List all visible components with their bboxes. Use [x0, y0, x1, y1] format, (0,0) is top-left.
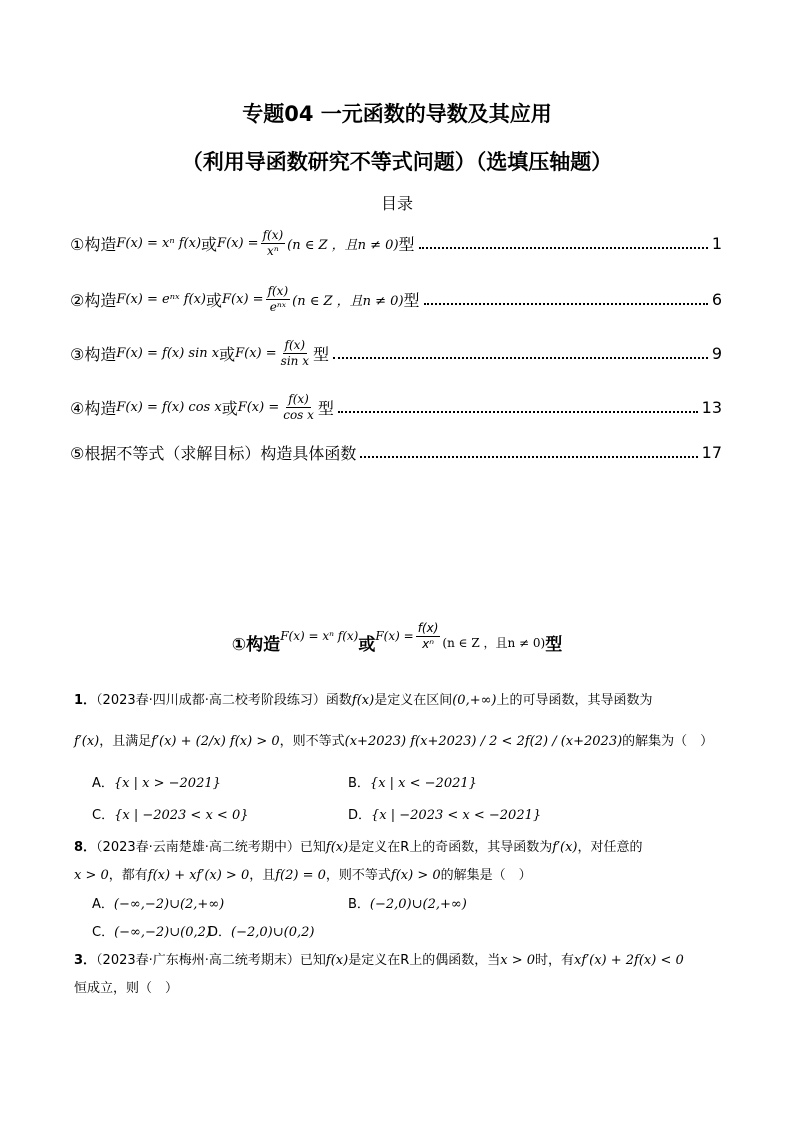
- toc-item-label: ②构造: [70, 290, 117, 310]
- toc-item[interactable]: [70, 434, 722, 470]
- section-formula-1: F(x) = xⁿ f(x): [280, 629, 359, 643]
- toc-item[interactable]: [70, 335, 722, 371]
- section-frac-num: f(x): [417, 620, 439, 635]
- question-8-line-2: [74, 864, 532, 883]
- section-or: 或: [358, 634, 376, 655]
- q-math: x > 0: [500, 953, 536, 968]
- option-value: (−∞,−2)∪(2,+∞): [113, 897, 225, 912]
- page-title: 专题04 一元函数的导数及其应用: [242, 102, 552, 126]
- toc-frac-den: cos x: [283, 407, 314, 422]
- question-source: （2023春·云南楚雄·高二统考期中）: [96, 840, 300, 855]
- toc-frac-den: sin x: [280, 353, 309, 368]
- section-heading: [0, 622, 794, 662]
- toc-item[interactable]: [70, 225, 722, 261]
- option-value: (−∞,−2)∪(0,2): [114, 925, 211, 940]
- section-lead: ①构造: [231, 634, 281, 655]
- q-text: ，则不等式: [279, 734, 345, 749]
- toc-frac-den: eⁿˣ: [269, 299, 286, 314]
- toc-page-number: 9: [711, 343, 722, 363]
- q-math: f(2) = 0: [275, 868, 326, 883]
- toc-formula-2-lhs: F(x) =: [222, 291, 264, 307]
- q-text: ，且满足: [99, 734, 152, 749]
- toc-tail: 型: [398, 234, 415, 254]
- toc-page-number: 6: [711, 289, 722, 309]
- option-label: A．: [92, 776, 114, 791]
- toc-frac-den: xⁿ: [267, 243, 279, 258]
- q-text: ，都有: [108, 868, 148, 883]
- section-formula-2-lhs: F(x) =: [375, 629, 414, 643]
- toc-page-number: 13: [701, 397, 722, 417]
- q-math: f(x) > 0: [390, 868, 441, 883]
- q-math: f(x): [325, 840, 349, 855]
- option-b[interactable]: [348, 893, 467, 912]
- toc-frac-num: f(x): [284, 337, 306, 352]
- q-math: (x+2023) f(x+2023) / 2 < 2f(2) / (x+2023): [344, 734, 623, 749]
- option-label: A．: [92, 897, 114, 912]
- q-math: f′(x) + (2/x) f(x) > 0: [151, 734, 280, 749]
- toc-frac-num: f(x): [288, 391, 309, 406]
- toc-or: 或: [219, 344, 236, 364]
- option-label: B．: [348, 897, 370, 912]
- toc-formula-1: F(x) = xⁿ f(x): [116, 235, 202, 251]
- q-math: xf′(x) + 2f(x) < 0: [574, 953, 684, 968]
- question-source: （2023春·四川成都·高二校考阶段练习）: [96, 693, 326, 708]
- q-text: 时，有: [535, 953, 575, 968]
- q-text: 是定义在R上的偶函数，当: [348, 953, 501, 968]
- toc-item-label: ③构造: [70, 344, 117, 364]
- option-value: {x | −2023 < x < 0}: [114, 808, 249, 823]
- toc-leader-dots: [424, 302, 708, 305]
- section-formula-2-frac: [416, 621, 441, 652]
- question-source: （2023春·广东梅州·高二统考期末）: [96, 953, 300, 968]
- toc-formula-2-frac: [281, 392, 316, 423]
- q-text: 是定义在区间: [374, 693, 453, 708]
- toc-item-label: ④构造: [70, 398, 117, 418]
- option-b[interactable]: [348, 772, 477, 791]
- toc-tail: 型: [403, 290, 420, 310]
- toc-heading: 目录: [380, 194, 413, 213]
- option-label: C．: [92, 925, 115, 940]
- q-text: ，且: [249, 868, 276, 883]
- toc-condition: (n ∈ Z ，且n ≠ 0): [292, 293, 404, 309]
- toc-item[interactable]: [70, 281, 722, 317]
- question-1-line-1: [74, 689, 653, 708]
- section-tail: 型: [545, 634, 563, 655]
- q-math: f(x): [351, 693, 375, 708]
- q-math: f′(x): [74, 734, 100, 749]
- toc-leader-dots: [419, 246, 708, 249]
- section-condition: (n ∈ Z ，且n ≠ 0): [442, 635, 546, 650]
- section-frac-den: xⁿ: [422, 636, 434, 651]
- toc-item[interactable]: [70, 389, 722, 425]
- toc-condition: (n ∈ Z ，且n ≠ 0): [287, 237, 399, 253]
- q-text: 的解集为（ ）: [622, 734, 714, 749]
- toc-formula-2-lhs: F(x) =: [235, 345, 277, 361]
- option-label: B．: [348, 776, 370, 791]
- option-label: D．: [348, 808, 372, 823]
- question-number: 1．: [74, 693, 97, 708]
- q-text: ，则不等式: [325, 868, 391, 883]
- option-value: (−2,0)∪(2,+∞): [369, 897, 467, 912]
- q-text: 函数: [325, 693, 352, 708]
- option-d[interactable]: [208, 921, 314, 940]
- toc-tail: 型: [312, 344, 329, 364]
- toc-tail: 型: [317, 398, 334, 418]
- toc-formula-1: F(x) = f(x) cos x: [116, 399, 222, 415]
- toc-formula-2-frac: [279, 338, 311, 369]
- question-3-line-1: [74, 949, 684, 968]
- option-a[interactable]: [92, 893, 224, 912]
- page-subtitle: （利用导函数研究不等式问题）（选填压轴题）: [181, 150, 613, 174]
- toc-item-label: ⑤根据不等式（求解目标）构造具体函数: [70, 443, 357, 463]
- question-1-line-2: [74, 730, 713, 749]
- option-a[interactable]: [92, 772, 221, 791]
- question-3-line-2: 恒成立，则（ ）: [74, 981, 179, 996]
- q-math: f(x): [325, 953, 349, 968]
- toc-formula-2-lhs: F(x) =: [237, 399, 280, 415]
- q-text: 上的可导函数，其导函数为: [496, 693, 653, 708]
- q-math: (0,+∞): [452, 693, 497, 708]
- q-math: x > 0: [74, 868, 109, 883]
- option-value: (−2,0)∪(0,2): [231, 925, 315, 940]
- question-8-line-1: [74, 836, 643, 855]
- option-value: {x | x > −2021}: [113, 776, 221, 791]
- q-math: f(x) + xf′(x) > 0: [147, 868, 250, 883]
- option-d[interactable]: [348, 804, 541, 823]
- toc-item-label: ①构造: [70, 234, 117, 254]
- option-label: C．: [92, 808, 115, 823]
- q-text: ，对任意的: [577, 840, 643, 855]
- toc-page-number: 1: [711, 233, 722, 253]
- toc-formula-2-lhs: F(x) =: [217, 235, 259, 251]
- q-text: 已知: [299, 953, 326, 968]
- q-text: 已知: [299, 840, 326, 855]
- toc-formula-2-frac: [261, 228, 286, 259]
- q-math: f′(x): [552, 840, 578, 855]
- toc-frac-num: f(x): [267, 283, 289, 298]
- option-c[interactable]: [92, 804, 249, 823]
- toc-formula-2-frac: [266, 284, 291, 315]
- toc-leader-dots: [333, 356, 708, 359]
- option-value: {x | −2023 < x < −2021}: [371, 808, 542, 823]
- option-label: D．: [208, 925, 232, 940]
- toc-leader-dots: [338, 410, 698, 413]
- toc-formula-1: F(x) = f(x) sin x: [116, 345, 220, 361]
- toc-or: 或: [221, 398, 238, 418]
- toc-or: 或: [206, 290, 223, 310]
- toc-leader-dots: [360, 455, 697, 458]
- option-value: {x | x < −2021}: [369, 776, 477, 791]
- question-number: 8．: [74, 840, 97, 855]
- toc-or: 或: [201, 234, 218, 254]
- q-text: 的解集是（ ）: [440, 868, 532, 883]
- question-number: 3．: [74, 953, 97, 968]
- option-c[interactable]: [92, 921, 211, 940]
- toc-page-number: 17: [701, 442, 722, 462]
- q-text: 是定义在R上的奇函数，其导函数为: [348, 840, 553, 855]
- toc-frac-num: f(x): [262, 227, 284, 242]
- toc-formula-1: F(x) = eⁿˣ f(x): [116, 291, 207, 307]
